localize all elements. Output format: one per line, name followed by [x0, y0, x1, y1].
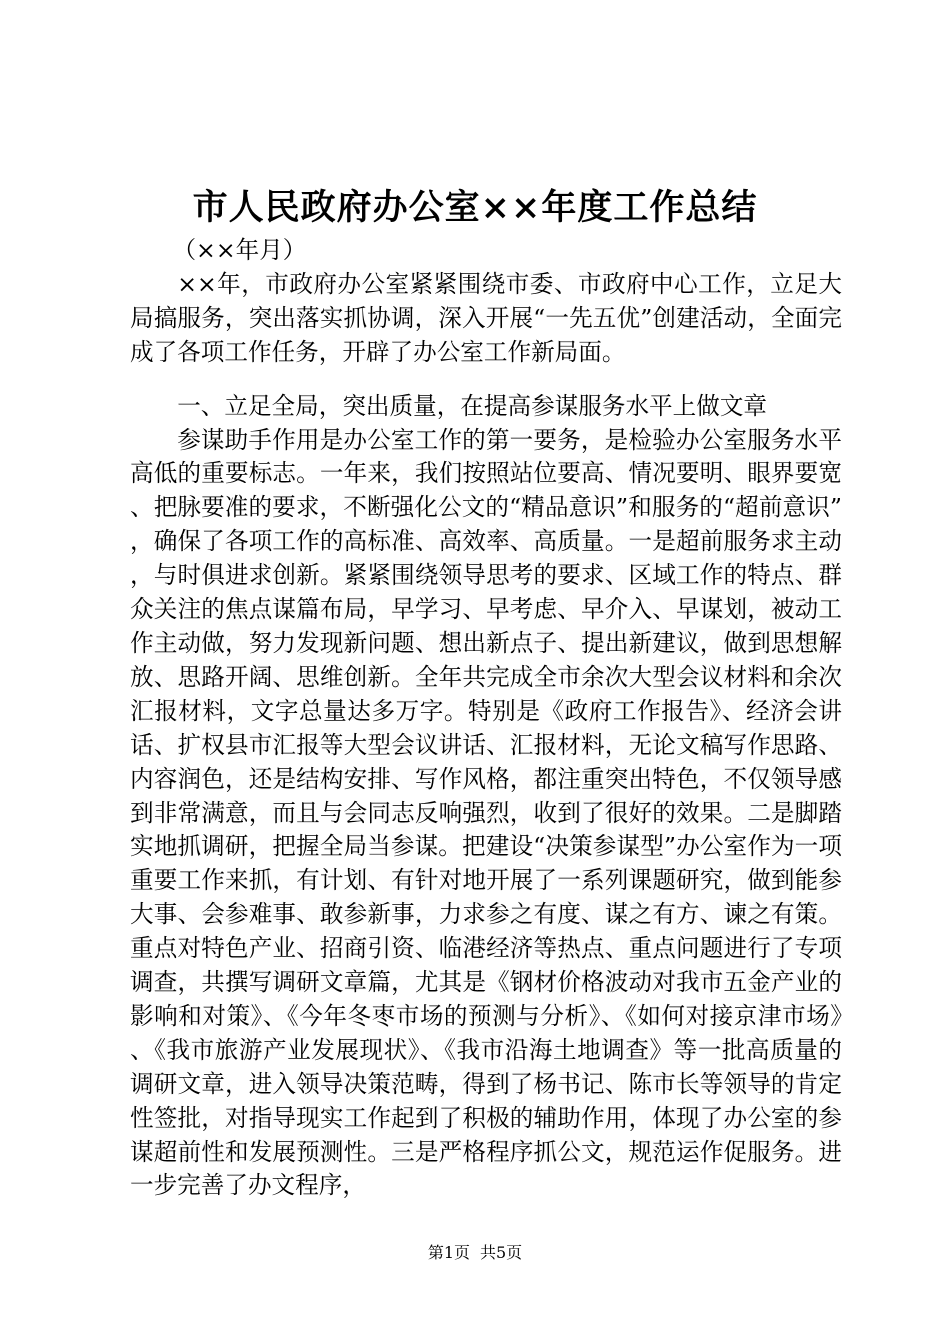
page-number: 第1页 [427, 1243, 470, 1262]
intro-paragraph: ××年，市政府办公室紧紧围绕市委、市政府中心工作，立足大局搞服务，突出落实抓协调，深入开展“一先五优”创建活动，全面完成了各项工作任务，开辟了办公室工作新局面。 [130, 269, 842, 366]
section-heading: 一、立足全局，突出质量，在提高参谋服务水平上做文章 [177, 391, 768, 420]
document-title: 市人民政府办公室××年度工作总结 [192, 187, 758, 228]
body-paragraph: 参谋助手作用是办公室工作的第一要务，是检验办公室服务水平高低的重要标志。一年来，我们按照站位要高、情况要明、眼界要宽、把脉要准的要求，不断强化公文的“精品意识”和服务的“超前意识”，确保了各项工作的高标准、高效率、高质量。一是超前服务求主动，与时俱进求创新。紧紧围绕领导思考的要求、区域工作的特点、群众关注的焦点谋篇布局，早学习、早考虑、早介入、早谋划，被动工作主动做，努力发现新问题、想出新点子、提出新建议，做到思想解放、思路开阔、思维创新。全年共完成全市余次大型会议材料和余次汇报材料，文字总量达多万字。特别是《政府工作报告》、经济会讲话、扩权县市汇报等大型会议讲话、汇报材料，无论文稿写作思路、内容润色，还是结构安排、写作风格，都注重突出特色，不仅领导感到非常满意，而且与会同志反响强烈，收到了很好的效果。二是脚踏实地抓调研，把握全局当参谋。把建设“决策参谋型”办公室作为一项重要工作来抓，有计划、有针对地开展了一系列课题研究，做到能参大事、会参难事、敢参新事，力求参之有度、谋之有方、谏之有策。重点对特色产业、招商引资、临港经济等热点、重点问题进行了专项调查，共撰写调研文章篇，尤其是《钢材价格波动对我市五金产业的影响和对策》、《今年冬枣市场的预测与分析》、《如何对接京津市场》、《我市旅游产业发展现状》、《我市沿海土地调查》等一批高质量的调研文章，进入领导决策范畴，得到了杨书记、陈市长等领导的肯定性签批，对指导现实工作起到了积极的辅助作用，体现了办公室的参谋超前性和发展预测性。三是严格程序抓公文，规范运作促服务。进一步完善了办文程序， [130, 425, 842, 1200]
document-body [130, 234, 842, 1203]
date-line: （××年月） [172, 236, 307, 264]
page-total: 共5页 [480, 1243, 523, 1262]
page-footer [0, 1242, 950, 1264]
